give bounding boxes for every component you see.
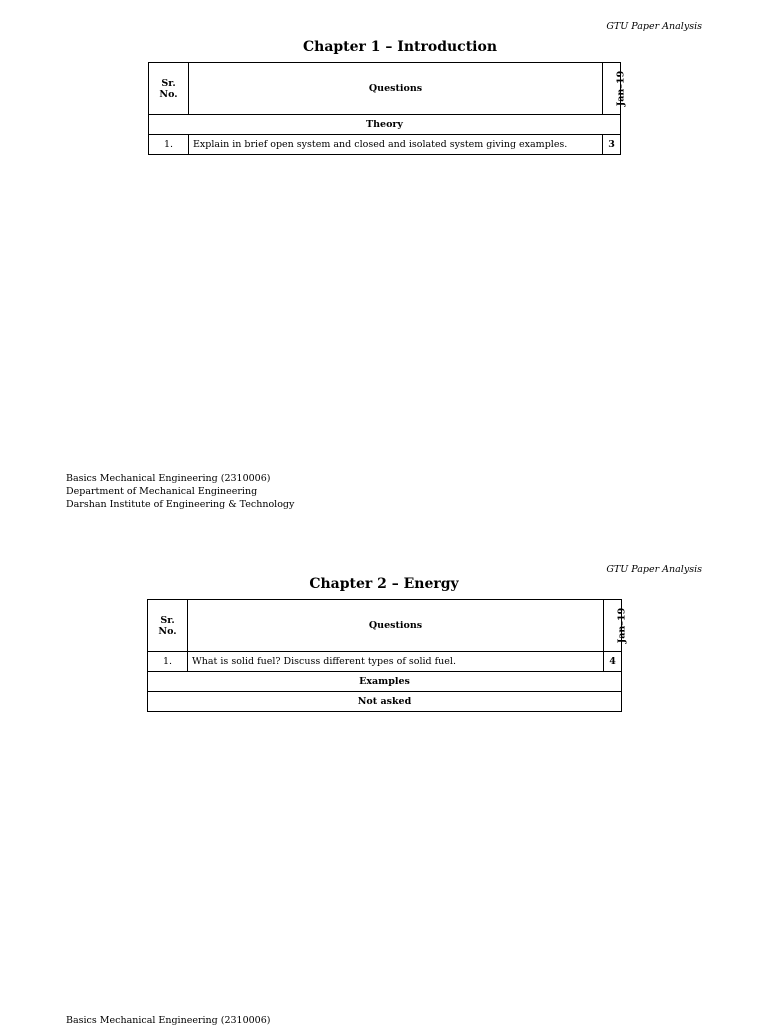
col-header-date xyxy=(603,63,627,115)
footer-line-1: Basics Mechanical Engineering (2310006) xyxy=(66,1015,271,1026)
section-row xyxy=(149,115,621,135)
table-header-row xyxy=(149,63,621,115)
question-marks: 4 xyxy=(604,652,622,672)
question-text: Explain in brief open system and closed and isolated system giving examples. xyxy=(189,135,603,155)
not-asked-label: Not asked xyxy=(148,692,622,712)
questions-table xyxy=(148,62,627,155)
footer-line-3: Darshan Institute of Engineering & Technology xyxy=(66,499,295,510)
table-row xyxy=(148,652,622,672)
table-row xyxy=(149,135,621,155)
col-header-date xyxy=(604,600,628,652)
section-label-theory: Theory xyxy=(149,115,621,135)
table-header-row xyxy=(148,600,622,652)
footer xyxy=(66,1014,270,1027)
footer xyxy=(66,472,294,511)
chapter-title: Chapter 1 – Introduction xyxy=(303,39,497,55)
questions-table xyxy=(147,599,628,712)
header-tag: GTU Paper Analysis xyxy=(606,564,702,575)
page-2 xyxy=(0,540,768,1024)
table-row xyxy=(148,692,622,712)
question-sr: 1. xyxy=(149,135,189,155)
col-header-sr: Sr. No. xyxy=(149,63,189,115)
section-label-examples: Examples xyxy=(148,672,622,692)
col-date-label: Jan–19 xyxy=(616,607,628,644)
header-tag: GTU Paper Analysis xyxy=(606,21,702,32)
col-header-questions: Questions xyxy=(189,63,603,115)
chapter-title: Chapter 2 – Energy xyxy=(309,576,459,592)
question-text: What is solid fuel? Discuss different types of solid fuel. xyxy=(188,652,604,672)
question-sr: 1. xyxy=(148,652,188,672)
section-row xyxy=(148,672,622,692)
question-marks: 3 xyxy=(603,135,621,155)
col-date-label: Jan–19 xyxy=(615,70,627,107)
col-header-sr: Sr. No. xyxy=(148,600,188,652)
col-header-questions: Questions xyxy=(188,600,604,652)
footer-line-2: Department of Mechanical Engineering xyxy=(66,486,258,497)
footer-line-1: Basics Mechanical Engineering (2310006) xyxy=(66,473,271,484)
